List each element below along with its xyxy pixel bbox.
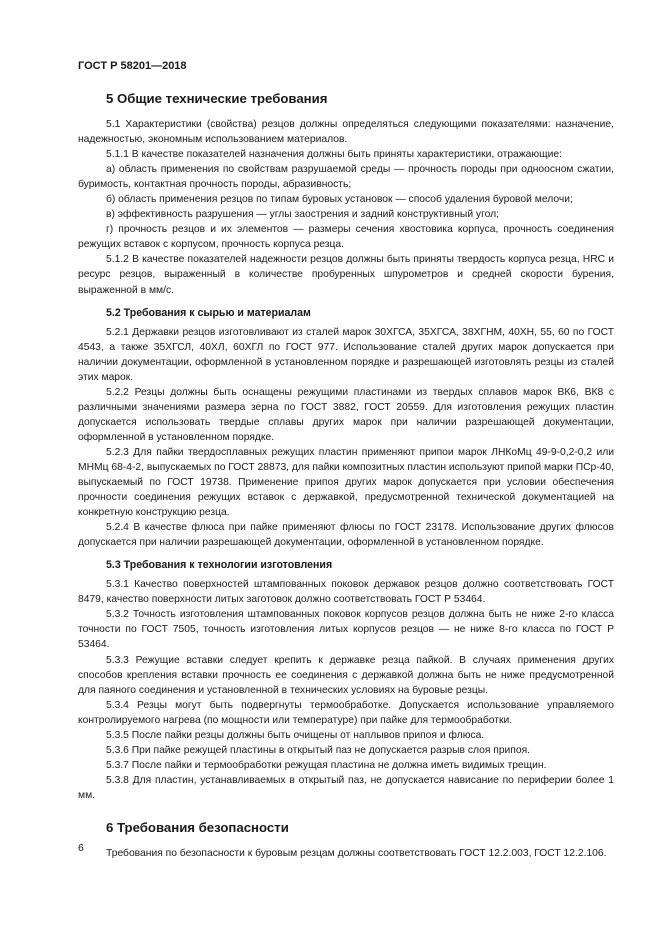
paragraph-5-3-1: 5.3.1 Качество поверхностей штампованных поковок державок резцов должно соответствовать ГОСТ 8479, качество поверхности литых заготовок должно соответствовать ГОСТ Р 53464. [78, 579, 614, 606]
paragraph-5-2-4: 5.2.4 В качестве флюса при пайке применяют флюсы по ГОСТ 23178. Использование других флюсов допускается при наличии разрешающей документации, оформленной в установленном порядке. [78, 522, 614, 549]
paragraph-5-1-1-v: в) эффективность разрушения — углы заострения и задний конструктивный угол; [106, 209, 499, 221]
paragraph-5-1-1-g: г) прочность резцов и их элементов — размеры сечения хвостовика корпуса, прочность соединения режущих вставок с корпусом, прочность корпуса резца. [78, 224, 614, 251]
subsection-5-3-heading: 5.3 Требования к технологии изготовления [106, 559, 333, 572]
page-number: 6 [78, 842, 84, 854]
paragraph-5-1-2: 5.1.2 В качестве показателей надежности резцов должны быть приняты твердость корпуса резца, HRC и ресурс резцов, выраженный в количестве пробуренных шпурометров и средней скорости бурения, выраженной в мм/с. [78, 254, 614, 296]
paragraph-5-3-6: 5.3.6 При пайке режущей пластины в открытый паз не допускается разрыв слоя припоя. [106, 744, 531, 756]
paragraph-5-2-1: 5.2.1 Державки резцов изготовливают из сталей марок 30ХГСА, 35ХГСА, 38ХГНМ, 40ХН, 55, 60 по ГОСТ 4543, а также 35ХГСЛ, 40ХЛ, 60ХГЛ по ГОСТ 977. Использование сталей других марок допускается при наличии документации, оформленной в установленном порядке и разрешающей изготовлять резцы из сталей этих марок. [78, 326, 614, 383]
paragraph-5-2-3: 5.2.3 Для пайки твердосплавных режущих пластин применяют припои марок ЛНКоМц 49-9-0,2-0,2 или МНМц 68-4-2, выпускаемых по ГОСТ 28873, для пайки композитных пластин используют припой марки ПСр-40, выпускаемый по ГОСТ 19738. Применение припоя других марок допускается при условии обеспечения прочности соединения режущих вставок с державкой, предусмотренной технической документацией на конкретную конструкцию резца. [78, 446, 615, 519]
paragraph-5-1: 5.1 Характеристики (свойства) резцов должны определяться следующими показателями: назначение, надежностью, экономным использованием материалов. [78, 119, 614, 146]
paragraph-5-3-2: 5.3.2 Точность изготовления штампованных поковок корпусов резцов должна быть не ниже 2-го класса точности по ГОСТ 7505, точность изготовления литых корпусов резцов — не ниже 8-го класса по ГОСТ Р 53464. [78, 609, 614, 651]
document-body [78, 90, 614, 861]
section-5-heading: 5 Общие технические требования [106, 91, 328, 106]
paragraph-5-3-8: 5.3.8 Для пластин, устанавливаемых в открытый паз, не допускается нависание по периферии более 1 мм. [78, 774, 614, 801]
paragraph-6: Требования по безопасности к буровым резцам должны соответствовать ГОСТ 12.2.003, ГОСТ 12.2.106. [106, 847, 607, 859]
paragraph-5-3-4: 5.3.4 Резцы могут быть подвергнуты термообработке. Допускается использование управляемого контролируемого нагрева (по мощности или температуре) при пайке для термообработки. [78, 699, 614, 726]
paragraph-5-3-5: 5.3.5 После пайки резцы должны быть очищены от наплывов припоя и флюса. [106, 729, 485, 741]
paragraph-5-1-1: 5.1.1 В качестве показателей назначения должны быть приняты характеристики, отражающие: [106, 149, 562, 161]
document-header: ГОСТ Р 58201—2018 [78, 60, 187, 72]
paragraph-5-1-1-a: а) область применения по свойствам разрушаемой среды — прочность породы при одноосном сжатии, буримость, контактная прочность породы, абразивность; [78, 164, 614, 191]
paragraph-5-1-1-b: б) область применения резцов по типам буровых установок — способ удаления буровой мелочи; [106, 194, 573, 206]
paragraph-5-3-7: 5.3.7 После пайки и термообработки режущая пластина не должна иметь видимых трещин. [106, 759, 547, 771]
paragraph-5-3-3: 5.3.3 Режущие вставки следует крепить к державке резца пайкой. В случаях применения других способов крепления вставки прочность ее соединения с державкой должна быть не ниже предусмотренной для паяного соединения и установленной в технических условиях на буровые резцы. [78, 654, 614, 696]
subsection-5-2-heading: 5.2 Требования к сырью и материалам [106, 306, 311, 319]
section-6-heading: 6 Требования безопасности [106, 819, 289, 835]
paragraph-5-2-2: 5.2.2 Резцы должны быть оснащены режущими пластинами из твердых сплавов марок ВК6, ВК8 с различными значениями размера зерна по ГОСТ 3882, ГОСТ 20559. Для изготовления режущих пластин допускается использовать твердые сплавы других марок при наличии разрешающей документации, оформленной в установленном порядке. [78, 386, 614, 443]
